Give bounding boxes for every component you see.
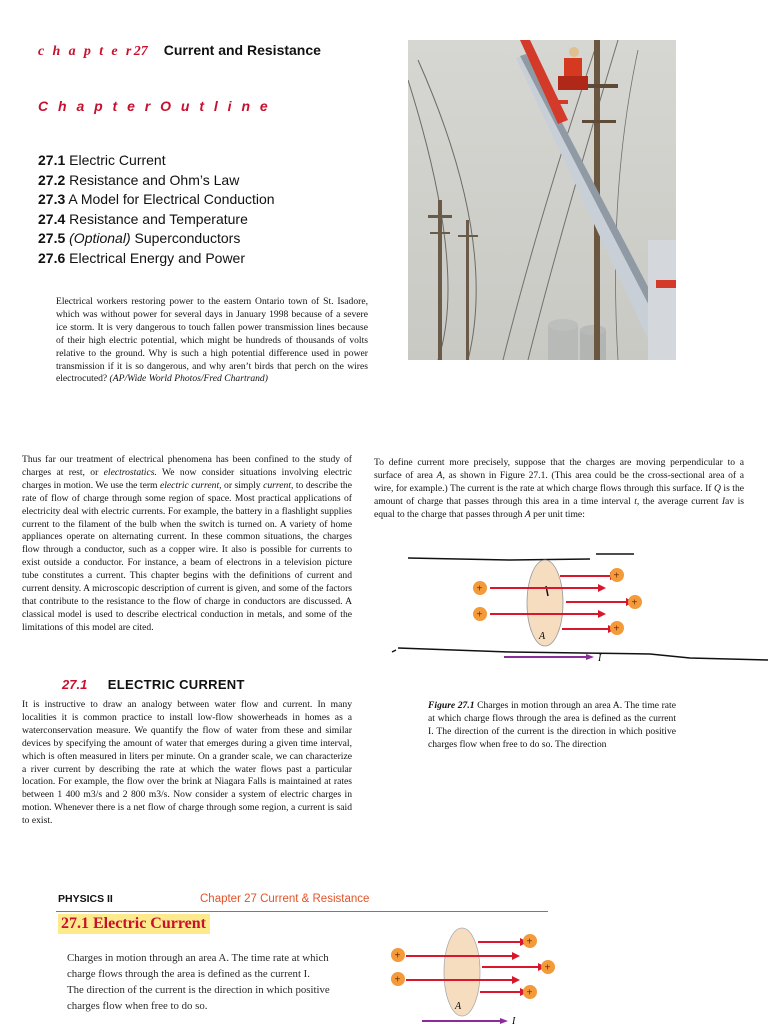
figure-caption: Figure 27.1 Charges in motion through an area A. The time rate at which charge flows through the area is defined as the current I. The direction of the current is the direction in which positive charges flow when free to do so. The direction — [428, 700, 676, 750]
figure-27-1 — [390, 548, 768, 668]
chapter-outline — [38, 151, 368, 268]
chapter-photo — [408, 40, 676, 360]
section-title: ELECTRIC CURRENT — [107, 677, 245, 692]
slide-figure — [382, 920, 572, 1024]
current-label: I — [598, 653, 602, 664]
charge-sign: + — [476, 583, 483, 595]
photo-credit: (AP/Wide World Photos/Fred Chartrand) — [109, 373, 268, 385]
outline-item[interactable]: 27.3 A Model for Electrical Conduction — [38, 191, 275, 207]
charge-sign: + — [613, 570, 620, 582]
slide-course: PHYSICS II — [58, 893, 113, 905]
chapter-header — [38, 42, 321, 60]
current-label: I — [512, 1016, 516, 1024]
section-paragraph: It is instructive to draw an analogy between water flow and current. In many localities it is common practice to install low-flow showerheads in homes as a waterconservation measure. We quantify the flow of water from these and similar devices by specifying the amount of water that emerges during a given time interval, which is often measured in liters per minute. On a grander scale, we can characterize a river current by describing the rate at which the water flows past a particular location. For example, the flow over the brink at Niagara Falls is maintained at rates between 1 400 m3/s and 2 800 m3/s. Now consider a system of electric charges in motion. Whenever there is a net flow of charge through some region, a current is said to exist. — [22, 699, 352, 827]
outline-item[interactable]: 27.2 Resistance and Ohm’s Law — [38, 171, 240, 188]
charge-sign: + — [394, 974, 401, 986]
outline-heading: C h a p t e r O u t l i n e — [38, 98, 271, 114]
outline-item[interactable]: 27.5 (Optional) Superconductors — [38, 230, 241, 246]
chapter-number: 27 — [133, 44, 148, 59]
outline-item[interactable]: 27.1 Electric Current — [38, 152, 166, 168]
arrowhead — [598, 584, 606, 592]
charge-sign: + — [526, 987, 533, 999]
current-definition-paragraph: To define current more precisely, suppose that the charges are moving perpendicular to a surface of area A, as shown in Figure 27.1. (This area could be the cross-sectional area of a wire, for example.) The current is the rate at which charge flows through this surface. If Q is the amount of charge that passes through this area in a time interval t, the average current Iav is equal to the charge that passes through A per unit time: — [374, 457, 745, 520]
figure-label: Figure 27.1 — [428, 700, 475, 711]
outline-item[interactable]: 27.4 Resistance and Temperature — [38, 210, 248, 227]
area-label: A — [455, 1001, 462, 1012]
arrowhead — [512, 976, 520, 984]
arrowhead — [512, 952, 520, 960]
slide-title: 27.1 Electric Current — [58, 914, 210, 934]
power-line-photo — [408, 40, 676, 360]
arrowhead — [598, 610, 606, 618]
slide-chapter: Chapter 27 Current & Resistance — [200, 893, 370, 905]
chapter-word: c h a p t e r — [38, 44, 134, 59]
area-label: A — [539, 631, 546, 642]
charge-sign: + — [476, 609, 483, 621]
arrowhead — [586, 654, 594, 660]
section-number: 27.1 — [62, 677, 88, 692]
charge-sign: + — [631, 597, 638, 609]
section-heading — [62, 676, 245, 694]
slide-text: Charges in motion through an area A. The time rate at which charge flows through the area is defined as the current I. The direction of the current is the direction in which positive charges flow when free to do so. — [67, 952, 330, 1012]
area-surface — [444, 928, 480, 1016]
photo-caption: Electrical workers restoring power to the eastern Ontario town of St. Isadore, which was without power for several days in January 1998 because of a severe ice storm. It is very dangerous to touch fallen power transmission lines because of their high electric potential, which might be hundreds of thousands of volts relative to the ground. Why is such a high potential difference used in power transmission if it is so dangerous, and why aren’t birds that perch on the wires electrocuted? (AP/Wide World Photos/Fred Chartrand) — [56, 296, 368, 385]
charge-sign: + — [544, 962, 551, 974]
charge-sign: + — [394, 950, 401, 962]
charge-sign: + — [613, 623, 620, 635]
intro-paragraph: Thus far our treatment of electrical phenomena has been confined to the study of charges at rest, or electrostatics. We now consider situations involving electric charges in motion. We use the term electric current, or simply current, to describe the rate of flow of charge through some region of space. Most practical applications of electricity deal with electric currents. For example, the battery in a flashlight supplies current to the filament of the bulb when the switch is turned on. A variety of home appliances operate on alternating current. In these common situations, the charges flow through a conductor, such as a copper wire. It also is possible for currents to exist outside a conductor. For instance, a beam of electrons in a television picture tube constitutes a current. This chapter begins with the definitions of current and current density. A microscopic description of current is given, and some of the factors that contribute to the resistance to the flow of charge in conductors are discussed. A classical model is used to describe electrical conduction in metals, and some of the limitations of this model are cited. — [22, 454, 353, 633]
outline-item[interactable]: 27.6 Electrical Energy and Power — [38, 249, 246, 266]
slide-divider — [56, 911, 548, 912]
arrowhead — [500, 1018, 508, 1024]
chapter-title: Current and Resistance — [163, 42, 321, 58]
charge-sign: + — [526, 936, 533, 948]
wire-top-line — [408, 558, 590, 560]
wire-bottom-line — [392, 648, 768, 660]
